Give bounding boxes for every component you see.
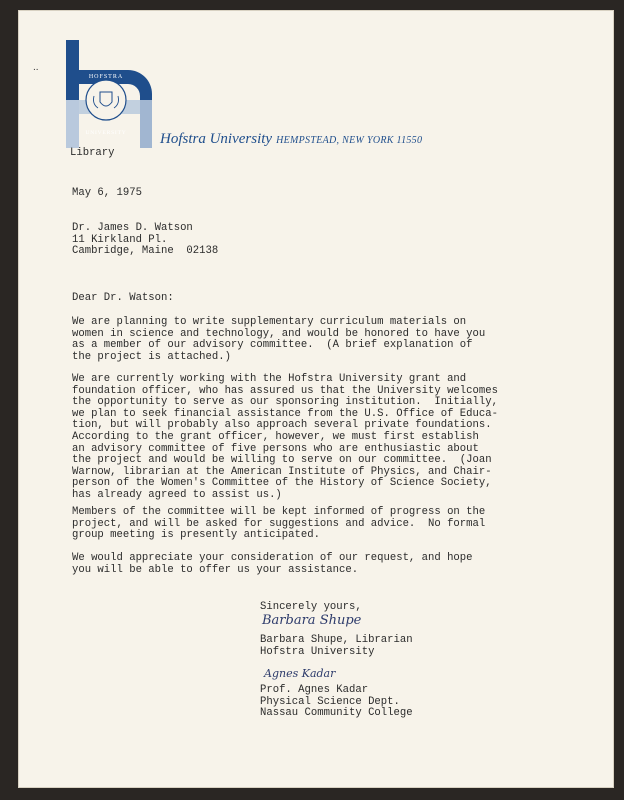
closing: Sincerely yours, (260, 601, 362, 613)
letter-page (18, 10, 614, 788)
salutation: Dear Dr. Watson: (72, 292, 174, 304)
letterhead-title (160, 130, 422, 148)
signature-agnes-kadar: Agnes Kadar (264, 667, 336, 680)
signatory-2-block (260, 685, 413, 720)
university-location: HEMPSTEAD, NEW YORK 11550 (276, 135, 423, 146)
signatory-2-dept: Physical Science Dept. (260, 695, 400, 708)
signature-barbara-shupe: Barbara Shupe (262, 613, 362, 628)
seal-circle (86, 80, 126, 120)
paragraph-1: We are planning to write supplementary curriculum materials on women in science and technology, and would be honored to have you as a member of our advisory committee. (A brief explanation of the project is attached.) (72, 316, 486, 363)
paragraph-2: We are currently working with the Hofstra University grant and foundation officer, who has assured us that the University welcomes the opportunity to serve as our sponsoring institution. Initially, we plan to seek financial assistance from the U.S. Office of Educa- tion, but will probably also approach several private foundations. According to the grant officer, however, we must first establish an advisory committee of five persons who are enthusiastic about the project and would be willing to serve on our committee. (Joan Warnow, librarian at the American Institute of Physics, and Chair- person of the Women's Committee of the History of Science Society, has already agreed to assist us.) (72, 373, 498, 501)
paragraph-3: Members of the committee will be kept informed of progress on the project, and will be asked for suggestions and advice. No formal group meeting is presently anticipated. (72, 506, 486, 542)
seal-text-top: HOFSTRA (88, 74, 124, 80)
paragraph-4: We would appreciate your consideration of our request, and hope you will be able to offer us your assistance. (72, 552, 473, 576)
signatory-1-org: Hofstra University (260, 645, 375, 658)
university-name: Hofstra University (160, 131, 273, 147)
department-label: Library (70, 147, 115, 159)
signatory-1-block (260, 635, 413, 658)
recipient-city: Cambridge, Maine 02138 (72, 245, 219, 258)
recipient-street: 11 Kirkland Pl. (72, 233, 168, 246)
recipient-block (72, 223, 218, 258)
signatory-2-org: Nassau Community College (260, 707, 413, 720)
recipient-name: Dr. James D. Watson (72, 222, 193, 234)
seal-text-bottom: UNIVERSITY (85, 130, 127, 136)
signatory-2-name: Prof. Agnes Kadar (260, 684, 369, 696)
signatory-1-name: Barbara Shupe, Librarian (260, 634, 413, 646)
letter-date: May 6, 1975 (72, 187, 142, 199)
margin-mark: .. (33, 62, 39, 73)
hofstra-logo (66, 40, 156, 148)
logo-stem-dark (66, 40, 79, 100)
